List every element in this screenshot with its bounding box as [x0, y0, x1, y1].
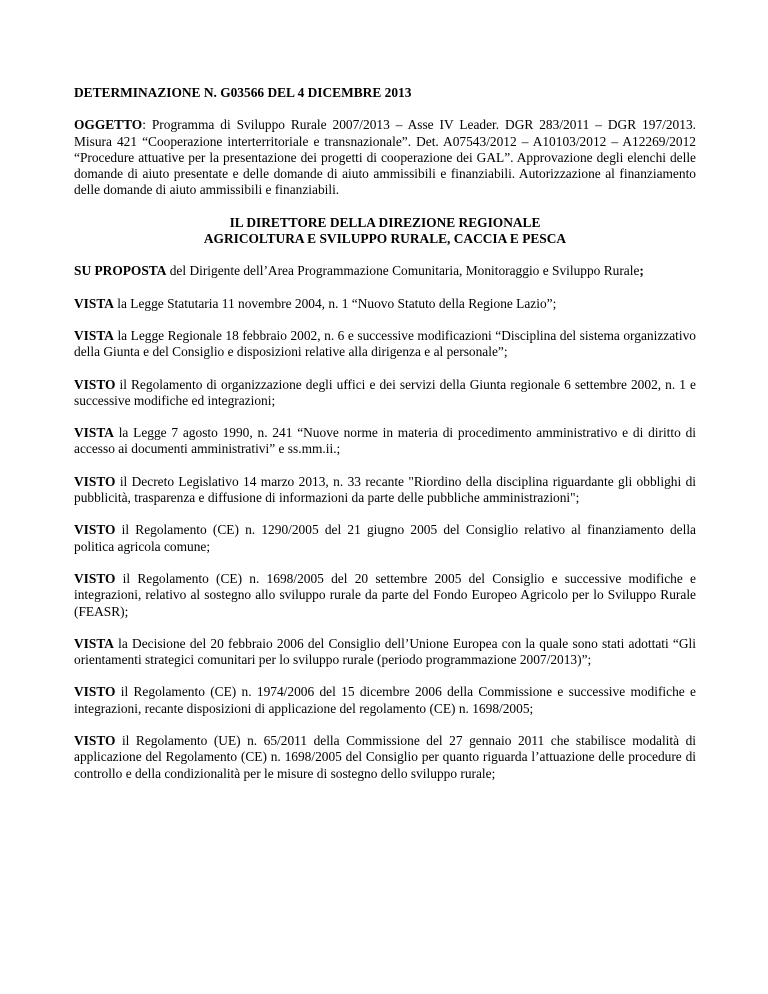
paragraph-decreto-33 [74, 474, 696, 507]
paragraph-regolamento-65 [74, 733, 696, 782]
paragraph-legge-regionale [74, 328, 696, 361]
paragraph-text: la Decisione del 20 febbraio 2006 del Consiglio dell’Unione Europea con la quale sono stati adottati “Gli orientamenti strategici comunitari per lo sviluppo rurale (periodo programmazione 2007/2013)”; [74, 635, 696, 668]
paragraph-text: la Legge Regionale 18 febbraio 2002, n. 6 e successive modificazioni “Disciplina del sistema organizzativo della Giunta e del Consiglio e disposizioni relative alla dirigenza e al personale”; [74, 327, 696, 360]
paragraph-regolamento-organizzazione [74, 377, 696, 410]
paragraph-su-proposta [74, 263, 696, 279]
document-title: DETERMINAZIONE N. G03566 DEL 4 DICEMBRE 2013 [74, 85, 412, 100]
paragraph-text: il Decreto Legislativo 14 marzo 2013, n. 33 recante "Riordino della disciplina riguardante gli obblighi di pubblicità, trasparenza e diffusione di informazioni da parte delle pubbliche amministrazioni"; [74, 473, 696, 506]
director-heading [74, 215, 696, 248]
paragraph-regolamento-1290 [74, 522, 696, 555]
paragraph-text: il Regolamento (UE) n. 65/2011 della Commissione del 27 gennaio 2011 che stabilisce modalità di applicazione del Regolamento (CE) n. 1698/2005 del Consiglio per quanto riguarda l’attuazione delle procedure di controllo e della condizionalità per le misure di sostegno dello sviluppo rurale; [74, 733, 696, 781]
oggetto-paragraph [74, 117, 696, 198]
oggetto-label: OGGETTO [74, 117, 143, 133]
paragraph-legge-241 [74, 425, 696, 458]
director-heading-line2: AGRICOLTURA E SVILUPPO RURALE, CACCIA E PESCA [203, 231, 567, 247]
paragraph-regolamento-1698 [74, 571, 696, 620]
paragraph-text: la Legge Statutaria 11 novembre 2004, n. 1 “Nuovo Statuto della Regione Lazio”; [113, 295, 557, 311]
paragraph-text: il Regolamento (CE) n. 1290/2005 del 21 giugno 2005 del Consiglio relativo al finanziamento della politica agricola comune; [74, 522, 696, 554]
paragraph-text: del Dirigente dell’Area Programmazione Comunitaria, Monitoraggio e Sviluppo Rurale [166, 263, 640, 279]
paragraph-tail: ; [639, 263, 644, 279]
paragraph-text: il Regolamento di organizzazione degli uffici e dei servizi della Giunta regionale 6 settembre 2002, n. 1 e successive modifiche ed integrazioni; [74, 376, 696, 408]
paragraph-lead: VISTO [74, 376, 116, 392]
paragraph-lead: VISTO [74, 522, 116, 538]
paragraph-text: il Regolamento (CE) n. 1698/2005 del 20 settembre 2005 del Consiglio e successive modifiche e integrazioni, relativo al sostegno allo sviluppo rurale da parte del Fondo Europeo Agricolo per lo Sviluppo Rurale (FEASR); [74, 570, 696, 619]
paragraph-lead: VISTO [74, 733, 116, 749]
paragraph-lead: VISTO [74, 473, 116, 489]
paragraph-decisione-2006 [74, 636, 696, 669]
oggetto-text: : Programma di Sviluppo Rurale 2007/2013 – Asse IV Leader. DGR 283/2011 – DGR 197/2013. Misura 421 “Cooperazione interterritoriale e transnazionale”. Det. A07543/2012 – A10103/2012 – A12269/2012 “Procedure attuative per la presentazione dei progetti di cooperazione dei GAL”. Approvazione degli elenchi delle domande di aiuto presentate e delle domande di aiuto ammissibili e finanziabili. Autorizzazione al finanziamento delle domande di aiuto ammissibili e finanziabili. [74, 117, 696, 198]
paragraph-lead: VISTO [74, 684, 116, 700]
director-heading-line1: IL DIRETTORE DELLA DIREZIONE REGIONALE [229, 214, 541, 230]
paragraph-lead: VISTA [74, 425, 114, 441]
paragraph-lead: VISTA [74, 635, 114, 651]
paragraph-lead: SU PROPOSTA [74, 263, 167, 279]
paragraph-lead: VISTA [74, 327, 114, 343]
paragraph-text: il Regolamento (CE) n. 1974/2006 del 15 dicembre 2006 della Commissione e successive modifiche e integrazioni, recante disposizioni di applicazione del regolamento (CE) n. 1698/2005; [74, 684, 696, 716]
paragraph-lead: VISTO [74, 570, 116, 586]
document-page [74, 85, 696, 798]
paragraph-text: la Legge 7 agosto 1990, n. 241 “Nuove norme in materia di procedimento amministrativo e di diritto di accesso ai documenti amministrativi” e ss.mm.ii.; [74, 425, 696, 457]
paragraph-lead: VISTA [74, 295, 114, 311]
paragraph-statuto [74, 296, 696, 312]
paragraph-regolamento-1974 [74, 684, 696, 717]
